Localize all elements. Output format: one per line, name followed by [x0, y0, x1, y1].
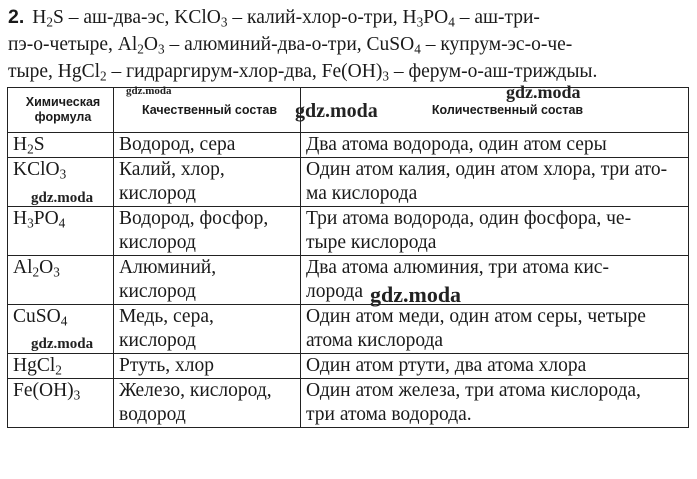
qualitative-cell: Железо, кислород, водород: [114, 379, 301, 428]
watermark: gdz.moda: [506, 82, 581, 102]
composition-table: [7, 87, 689, 428]
subscript: 3: [59, 166, 67, 182]
formula-cell: $Al_2O_3$: [8, 256, 114, 305]
subscript: 3: [158, 41, 165, 57]
subscript: 4: [60, 313, 68, 329]
watermark: gdz.moda: [126, 85, 172, 97]
qualitative-cell: Водород, сера: [114, 133, 301, 158]
subscript: 3: [73, 387, 81, 403]
task-number: 2.: [8, 6, 25, 28]
table-row: [8, 256, 689, 305]
quantitative-cell: Один атом железа, три атома кислорода, три атома водорода.: [301, 379, 689, 428]
table-row: [8, 305, 689, 354]
quantitative-cell: Один атом калия, один атом хлора, три ато- ма кислорода: [301, 158, 689, 207]
task-text: [8, 4, 692, 85]
header-quantitative: Количественный состав: [301, 88, 689, 133]
subscript: 3: [382, 68, 389, 84]
subscript: 2: [137, 41, 144, 57]
task-line: [8, 58, 692, 85]
qualitative-cell: Калий, хлор, кислород: [114, 158, 301, 207]
table-row: [8, 379, 689, 428]
task-line-text: пэ-о-четыре, $Al_2O_3$ – алюминий-два-о-три, CuSO$_4$ – купрум-эс-о-че-: [8, 34, 573, 57]
formula-cell: HgCl$_2$: [8, 354, 114, 379]
qualitative-cell: Ртуть, хлор: [114, 354, 301, 379]
subscript: 2: [100, 68, 107, 84]
subscript: 3: [220, 14, 228, 30]
subscript: 4: [448, 14, 455, 30]
header-qualitative: Качественный состав: [114, 88, 301, 133]
quantitative-cell: Один атом ртути, два атома хлора: [301, 354, 689, 379]
subscript: 3: [53, 264, 60, 280]
formula-cell: $H_2S$: [8, 133, 114, 158]
table-row: [8, 133, 689, 158]
qualitative-cell: Алюминий, кислород: [114, 256, 301, 305]
task-line: [8, 31, 692, 58]
quantitative-cell: Два атома водорода, один атом серы: [301, 133, 689, 158]
table-row: [8, 207, 689, 256]
subscript: 4: [58, 215, 66, 231]
subscript: 4: [414, 41, 421, 57]
quantitative-cell: Три атома водорода, один фосфора, че- тыре кислорода: [301, 207, 689, 256]
task-line-text: тыре, HgCl$_2$ – гидраргирум-хлор-два, $Fe(OH)_3$ – ферум-о-аш-триждыы.: [8, 61, 598, 84]
quantitative-cell: Два атома алюминия, три атома кис- лорода: [301, 256, 689, 305]
table-row: [8, 354, 689, 379]
formula-cell: CuSO$_4$: [8, 305, 114, 354]
qualitative-cell: Водород, фосфор, кислород: [114, 207, 301, 256]
subscript: 2: [46, 14, 53, 30]
subscript: 3: [416, 14, 424, 30]
watermark: gdz.moda: [370, 282, 462, 307]
watermark: gdz.moda: [31, 190, 94, 206]
task-line-text: $H_2S - аш-два-эс$, KClO$_3$ – калий-хлор-о-три, $H_3PO_4 - аш-три-$: [32, 7, 540, 30]
subscript: 2: [55, 362, 62, 378]
watermark: gdz.moda: [295, 100, 378, 122]
subscript: 2: [32, 264, 40, 280]
header-formula: Химическая формула: [8, 88, 114, 133]
subscript: 2: [27, 141, 34, 157]
watermark: gdz.moda: [31, 336, 94, 352]
formula-cell: KClO$_3$: [8, 158, 114, 207]
quantitative-cell: Один атом меди, один атом серы, четыре атома кислорода: [301, 305, 689, 354]
table-row: [8, 158, 689, 207]
subscript: 3: [27, 215, 34, 231]
qualitative-cell: Медь, сера, кислород: [114, 305, 301, 354]
formula-cell: $H_3PO_4$: [8, 207, 114, 256]
formula-cell: $Fe(OH)_3$: [8, 379, 114, 428]
task-line: [8, 4, 692, 31]
